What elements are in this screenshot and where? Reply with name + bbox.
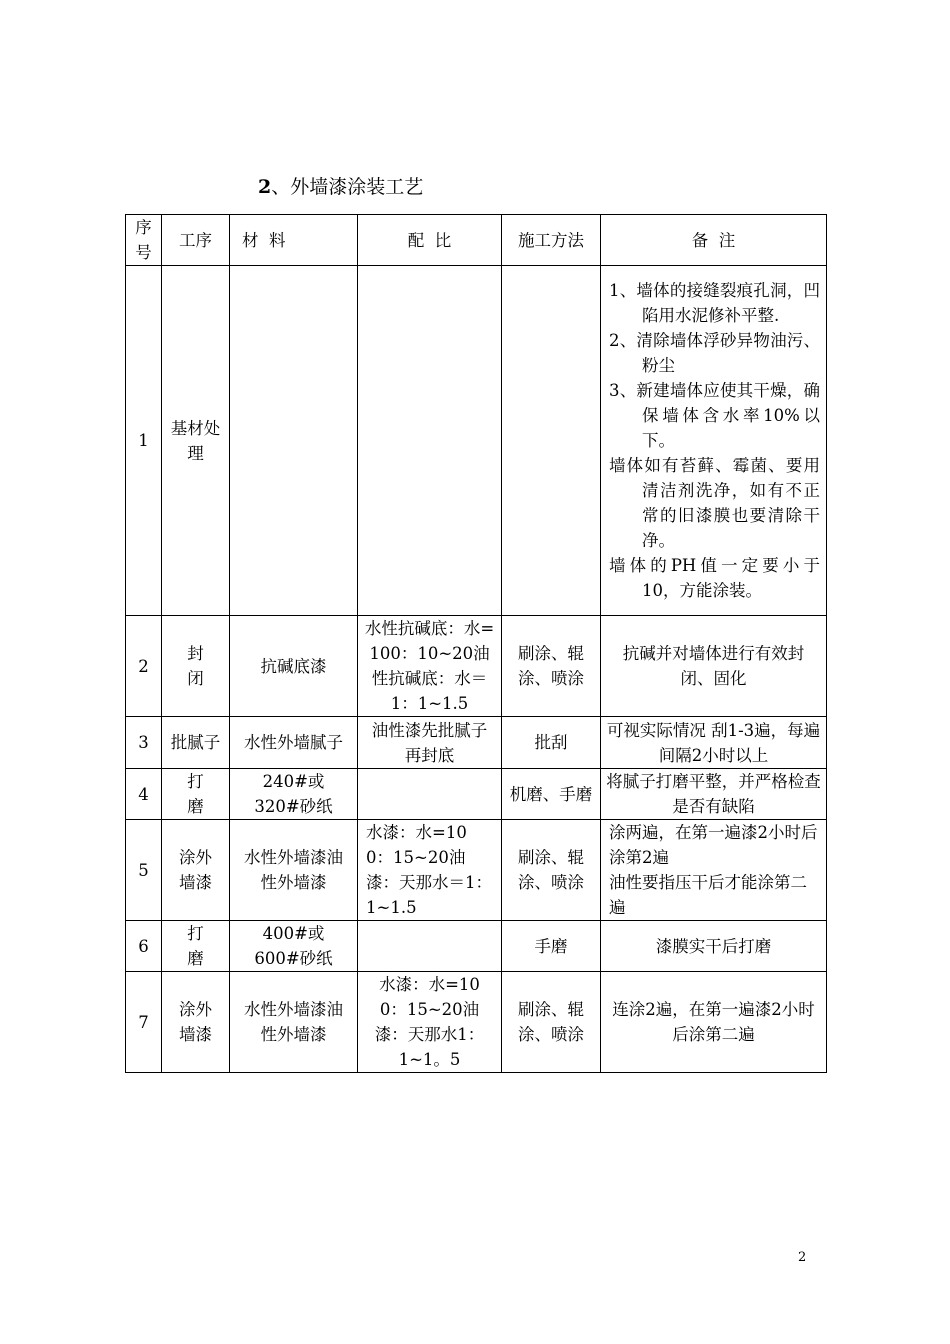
cell-process: 封闭 (162, 616, 230, 717)
remark-line: 油性要指压干后才能涂第二遍 (609, 873, 807, 917)
header-remark: 备 注 (601, 215, 827, 266)
cell-ratio (358, 266, 502, 616)
cell-method: 机磨、手磨 (502, 769, 601, 820)
cell-remark: 漆膜实干后打磨 (601, 921, 827, 972)
section-heading (258, 173, 423, 201)
table-row (126, 972, 827, 1073)
cell-seq: 1 (126, 266, 162, 616)
remark-line: 墙体如有苔藓、霉菌、要用清洁剂洗净，如有不正常的旧漆膜也要清除干净。 (609, 456, 820, 550)
cell-ratio: 水性抗碱底：水=100：10~20油性抗碱底：水＝1：1~1.5 (358, 616, 502, 717)
remark-line: 1、墙体的接缝裂痕孔洞，凹陷用水泥修补平整. (609, 281, 820, 325)
cell-ratio (358, 769, 502, 820)
cell-material: 水性外墙漆油性外墙漆 (230, 820, 358, 921)
table-row (126, 616, 827, 717)
table-row (126, 769, 827, 820)
header-ratio: 配 比 (358, 215, 502, 266)
cell-material: 400#或600#砂纸 (230, 921, 358, 972)
cell-ratio: 油性漆先批腻子再封底 (358, 717, 502, 769)
cell-seq: 3 (126, 717, 162, 769)
remark-line: 涂两遍，在第一遍漆2小时后涂第2遍 (609, 823, 818, 867)
cell-process: 打磨 (162, 921, 230, 972)
process-table (125, 214, 827, 1073)
cell-seq: 2 (126, 616, 162, 717)
section-number: 2 (258, 176, 272, 198)
cell-process: 涂外墙漆 (162, 972, 230, 1073)
cell-material (230, 266, 358, 616)
cell-process: 打磨 (162, 769, 230, 820)
cell-material: 水性外墙漆油性外墙漆 (230, 972, 358, 1073)
cell-seq: 5 (126, 820, 162, 921)
cell-process: 批腻子 (162, 717, 230, 769)
section-title: 、外墙漆涂装工艺 (271, 176, 424, 198)
cell-remark: 抗碱并对墙体进行有效封闭、固化 (601, 616, 827, 717)
cell-seq: 4 (126, 769, 162, 820)
cell-ratio: 水漆：水=100：15~20油漆：天那水＝1：1~1.5 (358, 820, 502, 921)
table-row (126, 921, 827, 972)
page-number: 2 (798, 1250, 807, 1265)
table-row (126, 266, 827, 616)
cell-remark: 将腻子打磨平整，并严格检查是否有缺陷 (601, 769, 827, 820)
header-process: 工序 (162, 215, 230, 266)
cell-method: 刷涂、辊涂、喷涂 (502, 972, 601, 1073)
cell-remark (601, 820, 827, 921)
table-row (126, 820, 827, 921)
cell-method (502, 266, 601, 616)
cell-process: 基材处理 (162, 266, 230, 616)
cell-remark: 连涂2遍，在第一遍漆2小时后涂第二遍 (601, 972, 827, 1073)
cell-remark: 可视实际情况 刮1-3遍，每遍间隔2小时以上 (601, 717, 827, 769)
cell-ratio: 水漆：水=100：15~20油漆：天那水1：1~1。5 (358, 972, 502, 1073)
cell-seq: 6 (126, 921, 162, 972)
header-seq: 序号 (126, 215, 162, 266)
cell-method: 批刮 (502, 717, 601, 769)
cell-material: 水性外墙腻子 (230, 717, 358, 769)
cell-material: 抗碱底漆 (230, 616, 358, 717)
remark-line: 3、新建墙体应使其干燥，确保墙体含水率10%以下。 (609, 381, 820, 450)
remark-line: 墙体的PH值一定要小于10，方能涂装。 (609, 556, 820, 600)
cell-remark (601, 266, 827, 616)
remark-line: 2、清除墙体浮砂异物油污、粉尘 (609, 331, 820, 375)
cell-method: 刷涂、辊涂、喷涂 (502, 616, 601, 717)
header-method: 施工方法 (502, 215, 601, 266)
cell-method: 手磨 (502, 921, 601, 972)
table-header-row (126, 215, 827, 266)
table-row (126, 717, 827, 769)
header-material: 材 料 (230, 215, 358, 266)
cell-process: 涂外墙漆 (162, 820, 230, 921)
cell-method: 刷涂、辊涂、喷涂 (502, 820, 601, 921)
cell-material: 240#或320#砂纸 (230, 769, 358, 820)
cell-seq: 7 (126, 972, 162, 1073)
cell-ratio (358, 921, 502, 972)
